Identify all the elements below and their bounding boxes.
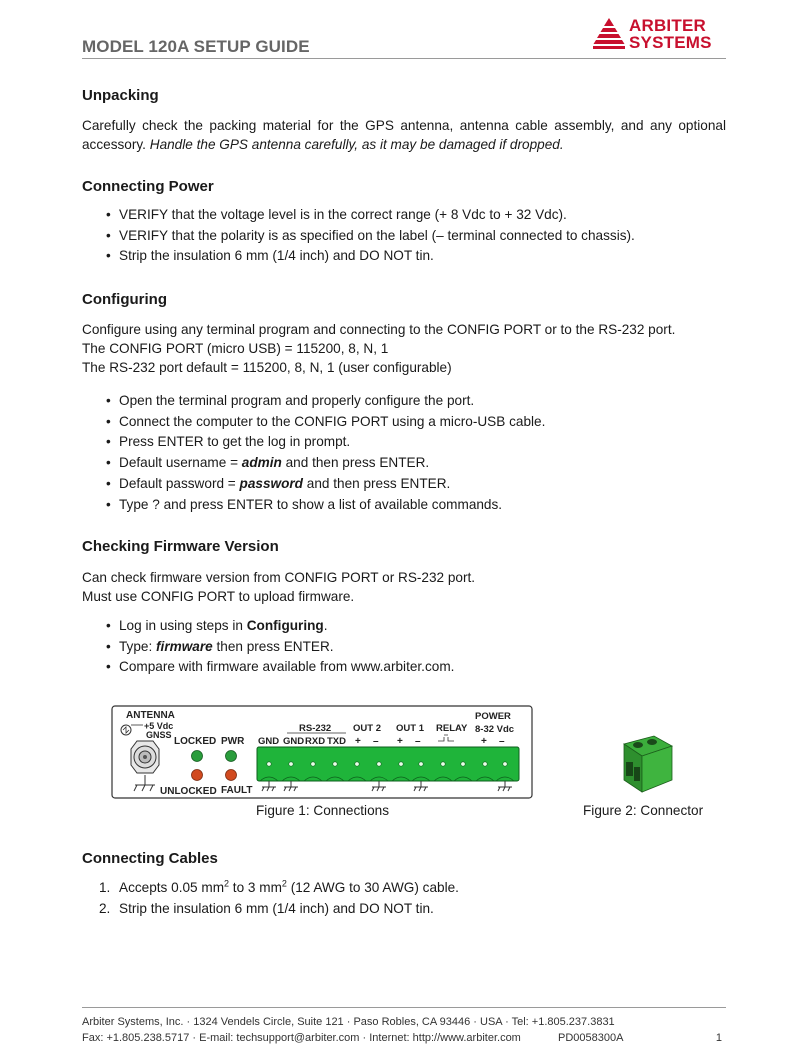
label-locked: LOCKED (174, 736, 217, 747)
label-gnd: GND (258, 736, 280, 747)
heading-configuring: Configuring (82, 291, 167, 308)
list-item: • Default username = admin and then press ENTER. (82, 453, 545, 474)
terminal-screw-11 (483, 762, 487, 766)
led-fault (226, 770, 237, 781)
firmware-paragraph: Can check firmware version from CONFIG PORT or RS-232 port. Must use CONFIG PORT to upload firmware. (82, 570, 476, 604)
username-value: admin (241, 455, 282, 471)
label-gnss: GNSS (146, 730, 172, 740)
label-out1: OUT 1 (396, 723, 424, 734)
heading-connecting-cables: Connecting Cables (82, 850, 218, 867)
connector-image (616, 734, 676, 796)
svg-text:+: + (481, 736, 487, 747)
label-pwr: PWR (221, 736, 245, 747)
footer-address: Arbiter Systems, Inc. · 1324 Vendels Circle, Suite 121 · Paso Robles, CA 93446 · USA · Tel: +1.805.237.3831 (82, 1016, 615, 1028)
terminal-screw-7 (399, 762, 403, 766)
list-item: • Type ? and press ENTER to show a list of available commands. (82, 495, 545, 516)
page-header (82, 14, 726, 59)
connections-diagram (111, 705, 533, 799)
arbiter-logo (592, 16, 722, 52)
terminal-screw-2 (289, 762, 293, 766)
led-locked (192, 751, 203, 762)
list-item: • Default password = password and then press ENTER. (82, 474, 545, 495)
list-item: • Strip the insulation 6 mm (1/4 inch) and DO NOT tin. (82, 246, 635, 267)
heading-connecting-power: Connecting Power (82, 178, 214, 195)
terminal-screw-6 (377, 762, 381, 766)
label-out2: OUT 2 (353, 723, 381, 734)
label-relay: RELAY (436, 723, 468, 734)
configuring-paragraph: Configure using any terminal program and connecting to the CONFIG PORT or to the RS-232 port. The CONFIG PORT (micro USB) = 115200, 8, N, 1 The RS-232 port default = 115200, 8, N, 1 (user configurable) (82, 322, 676, 375)
cables-list (82, 877, 459, 919)
label-rxd: RXD (305, 736, 326, 747)
terminal-screw-1 (267, 762, 271, 766)
heading-firmware: Checking Firmware Version (82, 538, 279, 555)
terminal-screw-10 (461, 762, 465, 766)
part-number: PD0058300A (558, 1032, 624, 1044)
page-footer (82, 1007, 726, 1046)
list-item: • Compare with firmware available from www.arbiter.com. (82, 657, 454, 678)
list-item: • Open the terminal program and properly configure the port. (82, 391, 545, 412)
terminal-screw-9 (441, 762, 445, 766)
heading-unpacking: Unpacking (82, 87, 159, 104)
label-antenna: ANTENNA (126, 710, 175, 721)
svg-text:+: + (397, 736, 403, 747)
list-item: • Log in using steps in Configuring. (82, 616, 454, 637)
svg-text:–: – (415, 736, 421, 747)
terminal-screw-12 (503, 762, 507, 766)
terminal-screw-5 (355, 762, 359, 766)
list-item: • Connect the computer to the CONFIG PORT using a micro-USB cable. (82, 412, 545, 433)
page-number: 1 (715, 1032, 722, 1044)
svg-text:–: – (373, 736, 379, 747)
password-value: password (239, 475, 303, 491)
figure-1-caption: Figure 1: Connections (256, 803, 389, 818)
led-unlocked (192, 770, 203, 781)
list-item: • Press ENTER to get the log in prompt. (82, 432, 545, 453)
firmware-list (82, 616, 454, 678)
logo-wordmark: ARBITER SYSTEMS (629, 16, 712, 52)
document-title: MODEL 120A SETUP GUIDE (82, 37, 310, 56)
figure-2-caption: Figure 2: Connector (583, 803, 704, 818)
list-item: • Type: firmware then press ENTER. (82, 637, 454, 658)
svg-text:+: + (355, 736, 361, 747)
svg-text:–: – (499, 736, 505, 747)
label-rs232: RS-232 (299, 723, 332, 734)
label-txd: TXD (327, 736, 346, 747)
list-item: 1. Accepts 0.05 $mm^2$ to 3 $mm^2$ (12 AWG to 30 AWG) cable. (99, 878, 459, 895)
label-5vdc: +5 Vdc (144, 721, 174, 731)
label-power-range: 8-32 Vdc (475, 724, 515, 735)
label-unlocked: UNLOCKED (160, 786, 217, 797)
terminal-screw-8 (419, 762, 423, 766)
footer-contact: Fax: +1.805.238.5717 · E-mail: techsupport@arbiter.com · Internet: http://www.arbiter.com PD0058300A 1 (82, 1032, 722, 1044)
arbiter-logo-icon (592, 16, 626, 52)
power-list (82, 205, 635, 267)
label-power: POWER (475, 711, 511, 722)
unpacking-paragraph: Carefully check the packing material for the GPS antenna, antenna cable assembly, and any optional accessory. Handle the GPS antenna carefully, as it may be damaged if dropped. (82, 118, 726, 152)
list-item: • VERIFY that the voltage level is in the correct range (+ 8 Vdc to + 32 Vdc). (82, 205, 635, 226)
list-item: 2. Strip the insulation 6 mm (1/4 inch) and DO NOT tin. (99, 901, 434, 916)
label-gnd-2: GND (283, 736, 305, 747)
terminal-block (257, 747, 519, 781)
configuring-list (82, 391, 545, 515)
label-fault: FAULT (221, 785, 253, 796)
led-pwr (226, 751, 237, 762)
list-item: • VERIFY that the polarity is as specified on the label (– terminal connected to chassis). (82, 226, 635, 247)
terminal-screw-4 (333, 762, 337, 766)
terminal-screw-3 (311, 762, 315, 766)
